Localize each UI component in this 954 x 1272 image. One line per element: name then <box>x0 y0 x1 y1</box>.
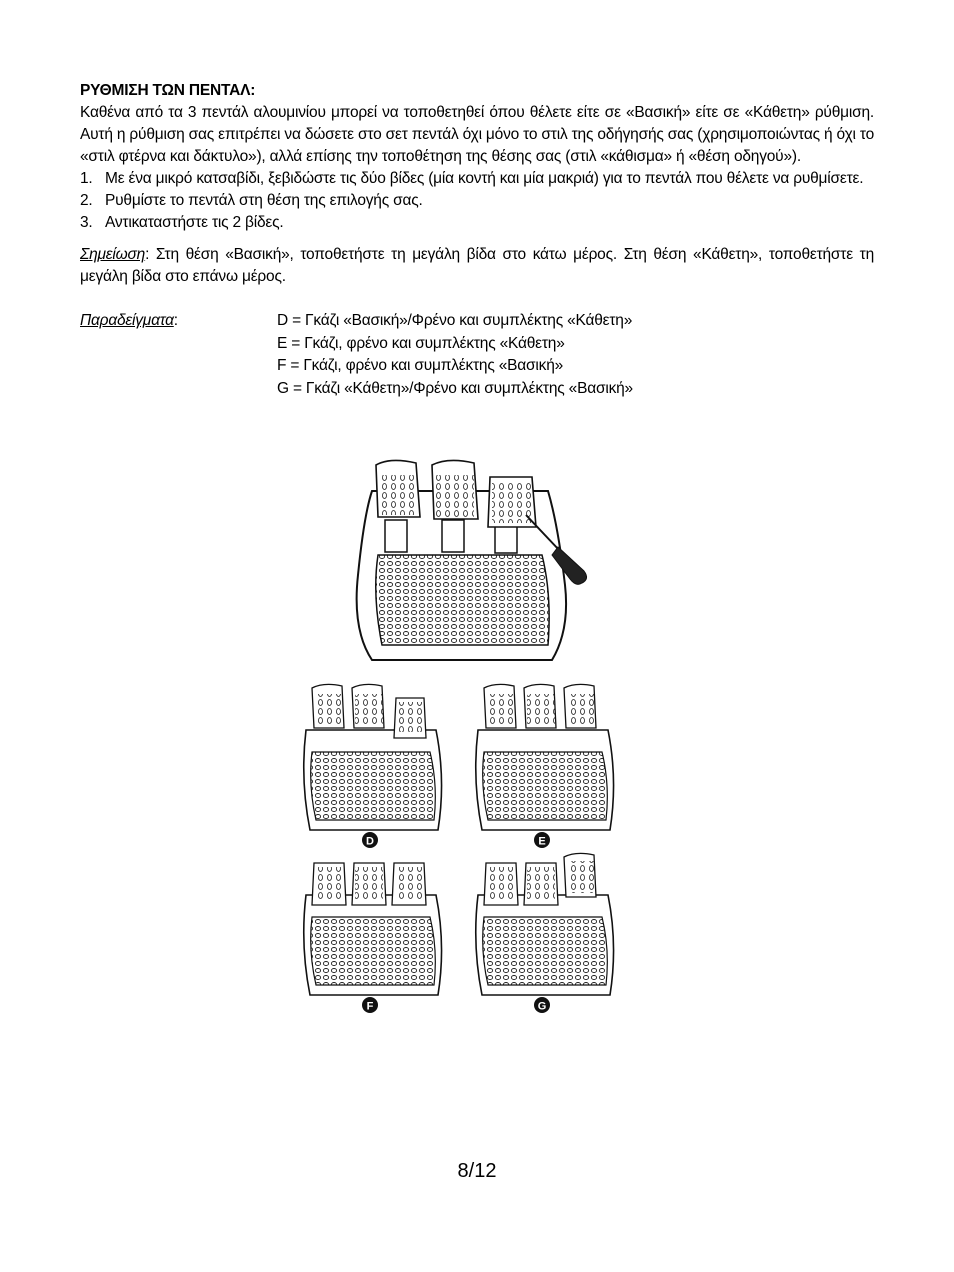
badge-e: E <box>538 835 546 848</box>
badge-g: G <box>537 1000 547 1013</box>
step-number: 3. <box>80 214 93 231</box>
pedal-figure-svg <box>290 455 625 1030</box>
badge-d: D <box>366 835 374 848</box>
pedal-set-d-illustration <box>304 684 442 848</box>
list-item: G = Γκάζι «Κάθετη»/Φρένο και συμπλέκτης «Βασική» <box>277 379 633 397</box>
pedal-set-f-illustration <box>304 863 442 1013</box>
list-item: E = Γκάζι, φρένο και συμπλέκτης «Κάθετη» <box>277 334 565 352</box>
step-text: Ρυθμίστε το πεντάλ στη θέση της επιλογής σας. <box>105 192 423 209</box>
list-item <box>80 168 874 190</box>
page-number: 8/12 <box>457 1160 497 1182</box>
note-text: : Στη θέση «Βασική», τοποθετήστε τη μεγάλη βίδα στο κάτω μέρος. Στη θέση «Κάθετη», τοποθετήστε τη μεγάλη βίδα στο επάνω μέρος. <box>80 246 874 285</box>
step-text: Με ένα μικρό κατσαβίδι, ξεβιδώστε τις δύο βίδες (μία κοντή και μία μακριά) για το πεντάλ που θέλετε να ρυθμίσετε. <box>105 170 864 187</box>
list-item <box>80 212 874 234</box>
list-item: F = Γκάζι, φρένο και συμπλέκτης «Βασική» <box>277 357 564 374</box>
main-pedal-set-illustration <box>357 460 587 660</box>
examples-label-text: Παραδείγματα <box>80 312 174 329</box>
step-number: 1. <box>80 170 93 187</box>
step-text: Αντικαταστήστε τις 2 βίδες. <box>105 214 284 231</box>
document-body <box>80 80 874 400</box>
badge-f: F <box>366 1000 374 1013</box>
section-heading: ΡΥΘΜΙΣΗ ΤΩΝ ΠΕΝΤΑΛ: <box>80 82 256 99</box>
step-number: 2. <box>80 192 93 209</box>
pedal-set-e-illustration <box>476 684 614 848</box>
list-item: D = Γκάζι «Βασική»/Φρένο και συμπλέκτης «Κάθετη» <box>277 312 633 329</box>
examples-block <box>80 310 874 400</box>
examples-colon: : <box>173 312 178 329</box>
intro-paragraph: Καθένα από τα 3 πεντάλ αλουμινίου μπορεί να τοποθετηθεί όπου θέλετε είτε σε «Βασική» είτε σε «Κάθετη» ρύθμιση. Αυτή η ρύθμιση σας επιτρέπει να δώσετε στο σετ πεντάλ όχι μόνο το στιλ της οδήγησής σας (χρησιμοποιώντας ή όχι το «στιλ φτέρνα και δάκτυλο»), αλλά επίσης την τοποθέτηση της θέσης σας (στιλ «κάθισμα» ή «θέση οδηγού»). <box>80 104 874 165</box>
examples-label <box>80 310 178 332</box>
examples-list <box>277 310 633 400</box>
pedal-illustrations <box>290 455 625 1030</box>
note-paragraph <box>80 244 874 288</box>
steps-list <box>80 168 874 234</box>
note-label: Σημείωση <box>80 246 146 263</box>
list-item <box>80 190 874 212</box>
pedal-set-g-illustration <box>476 853 614 1013</box>
